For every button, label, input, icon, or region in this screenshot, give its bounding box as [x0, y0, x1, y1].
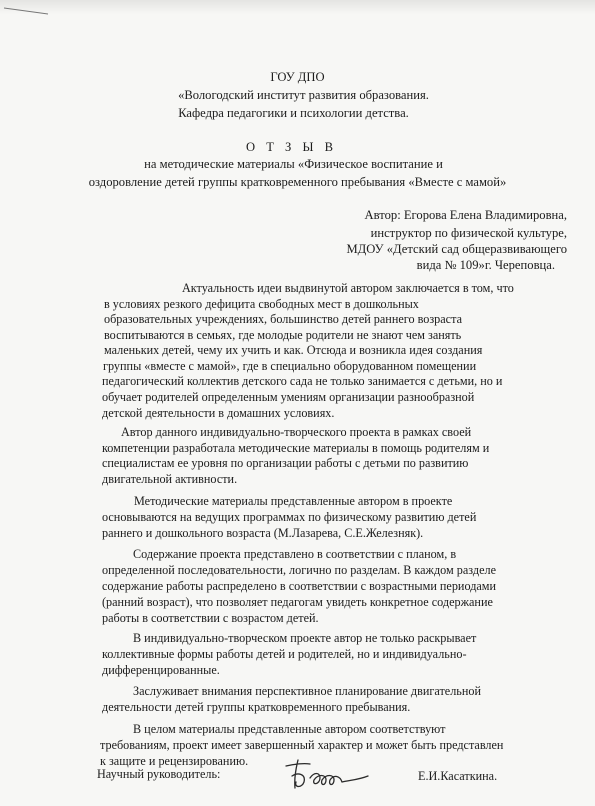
body-line: специалистам ее уровня по организации работы с детьми по развитию [102, 456, 469, 470]
body-line: В целом материалы представленные автором соответствуют [133, 722, 446, 736]
author-line-1: Автор: Егорова Елена Владимировна, [364, 208, 567, 222]
body-line: определенной последовательности, логично по разделам. В каждом разделе [102, 563, 496, 577]
body-line: детской деятельности в домашних условиях. [102, 406, 335, 420]
body-line: маленьких детей, чему их учить и как. Отсюда и возникла идея создания [104, 343, 483, 357]
body-line: образовательных учреждениях, большинство детей раннего возраста [104, 312, 462, 326]
body-line: двигательной активности. [102, 472, 238, 486]
review-subtitle-2: оздоровление детей группы кратковременного пребывания «Вместе с мамой» [88, 175, 507, 189]
body-line: компетенции разработала методические материалы в помощь родителям и [102, 441, 490, 455]
body-line: обучает родителей определенным умениям организации разнообразной [102, 390, 475, 404]
body-line: в условиях резкого дефицита свободных мест в дошкольных [104, 297, 419, 311]
header-department: Кафедра педагогики и психологии детства. [178, 106, 409, 120]
body-line: Содержание проекта представлено в соответствии с планом, в [133, 547, 457, 561]
header-institute: «Вологодский институт развития образования. [178, 88, 429, 102]
body-line: воспитываются в семьях, где молодые родители не знают чем занять [104, 328, 462, 342]
review-title: О Т З Ы В [245, 140, 338, 154]
body-line: педагогический коллектив детского сада не только занимается с детьми, но и [102, 374, 503, 388]
scan-edge [0, 0, 595, 14]
body-line: деятельности детей группы кратковременного пребывания. [102, 700, 411, 714]
body-line: требованиям, проект имеет завершенный характер и может быть представлен [100, 738, 504, 752]
body-line: раннего и дошкольного возраста (М.Лазарева, С.Е.Железняк). [102, 526, 424, 540]
body-line: содержание работы распределено в соответствии с возрастными периодами [102, 579, 497, 593]
header-org: ГОУ ДПО [270, 70, 325, 84]
author-line-4: вида № 109»г. Череповца. [416, 258, 555, 272]
body-line: В индивидуально-творческом проекте автор не только раскрывает [133, 631, 477, 645]
body-line: коллективные формы работы детей и родителей, но и индивидуально- [102, 647, 467, 661]
signature-role: Научный руководитель: [97, 767, 221, 781]
body-line: (ранний возраст), что позволяет педагогам увидеть конкретное содержание [102, 595, 493, 609]
body-line: основываются на ведущих программах по физическому развитию детей [102, 510, 477, 524]
pen-mark [2, 6, 52, 16]
signature-name: Е.И.Касаткина. [418, 769, 498, 783]
author-line-2: инструктор по физической культуре, [370, 226, 567, 240]
body-line: к защите и рецензированию. [100, 754, 249, 768]
body-line: дифференцированные. [102, 663, 220, 677]
body-line: Методические материалы представленные автором в проекте [134, 494, 453, 508]
handwritten-signature [280, 758, 380, 792]
body-line: Заслуживает внимания перспективное планирование двигательной [133, 684, 481, 698]
body-line: работы в соответствии с возрастом детей. [102, 611, 319, 625]
body-line: Автор данного индивидуально-творческого проекта в рамках своей [121, 425, 472, 439]
author-line-3: МДОУ «Детский сад общеразвивающего [346, 242, 567, 256]
body-line: Актуальность идеи выдвинутой автором заключается в том, что [182, 281, 514, 295]
review-subtitle-1: на методические материалы «Физическое воспитание и [144, 157, 443, 171]
body-line: группы «вместе с мамой», где в специально оборудованном помещении [103, 359, 477, 373]
